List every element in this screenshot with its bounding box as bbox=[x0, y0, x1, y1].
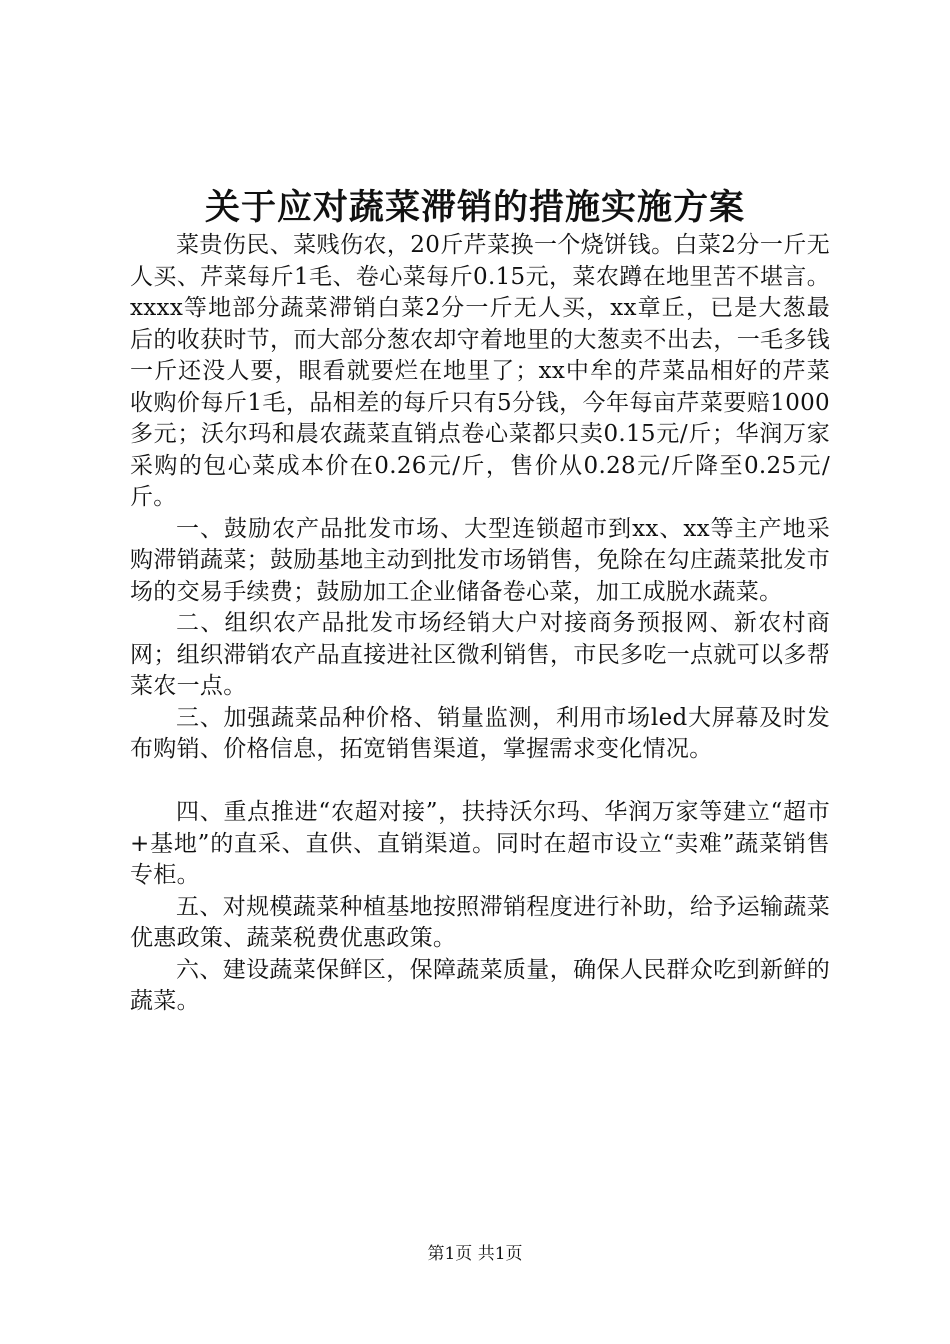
measure-2-paragraph: 二、组织农产品批发市场经销大户对接商务预报网、新农村商网；组织滞销农产品直接进社区微利销售，市民多吃一点就可以多帮菜农一点。 bbox=[130, 610, 830, 699]
document-body bbox=[130, 230, 830, 1018]
document-title: 关于应对蔬菜滞销的措施实施方案 bbox=[204, 187, 745, 228]
page-number-footer: 第1页 共1页 bbox=[427, 1244, 523, 1264]
intro-paragraph: 菜贵伤民、菜贱伤农，20斤芹菜换一个烧饼钱。白菜2分一斤无人买、芹菜每斤1毛、卷心菜每斤0.15元，菜农蹲在地里苦不堪言。xxxx等地部分蔬菜滞销白菜2分一斤无人买，xx章丘，已是大葱最后的收获时节，而大部分葱农却守着地里的大葱卖不出去，一毛多钱一斤还没人要，眼看就要烂在地里了；xx中牟的芹菜品相好的芹菜收购价每斤1毛，品相差的每斤只有5分钱，今年每亩芹菜要赔1000多元；沃尔玛和晨农蔬菜直销点卷心菜都只卖0.15元/斤；华润万家采购的包心菜成本价在0.26元/斤，售价从0.28元/斤降至0.25元/斤。 bbox=[130, 232, 830, 510]
measure-4-paragraph: 四、重点推进“农超对接”，扶持沃尔玛、华润万家等建立“超市+基地”的直采、直供、直销渠道。同时在超市设立“卖难”蔬菜销售专柜。 bbox=[130, 799, 830, 888]
measure-6-paragraph: 六、建设蔬菜保鲜区，保障蔬菜质量，确保人民群众吃到新鲜的蔬菜。 bbox=[130, 956, 830, 1014]
measure-1-paragraph: 一、鼓励农产品批发市场、大型连锁超市到xx、xx等主产地采购滞销蔬菜；鼓励基地主动到批发市场销售，免除在勾庄蔬菜批发市场的交易手续费；鼓励加工企业储备卷心菜，加工成脱水蔬菜。 bbox=[130, 515, 830, 605]
measure-5-paragraph: 五、对规模蔬菜种植基地按照滞销程度进行补助，给予运输蔬菜优惠政策、蔬菜税费优惠政策。 bbox=[130, 893, 830, 951]
measure-3-paragraph: 三、加强蔬菜品种价格、销量监测，利用市场led大屏幕及时发布购销、价格信息，拓宽销售渠道，掌握需求变化情况。 bbox=[130, 704, 830, 762]
